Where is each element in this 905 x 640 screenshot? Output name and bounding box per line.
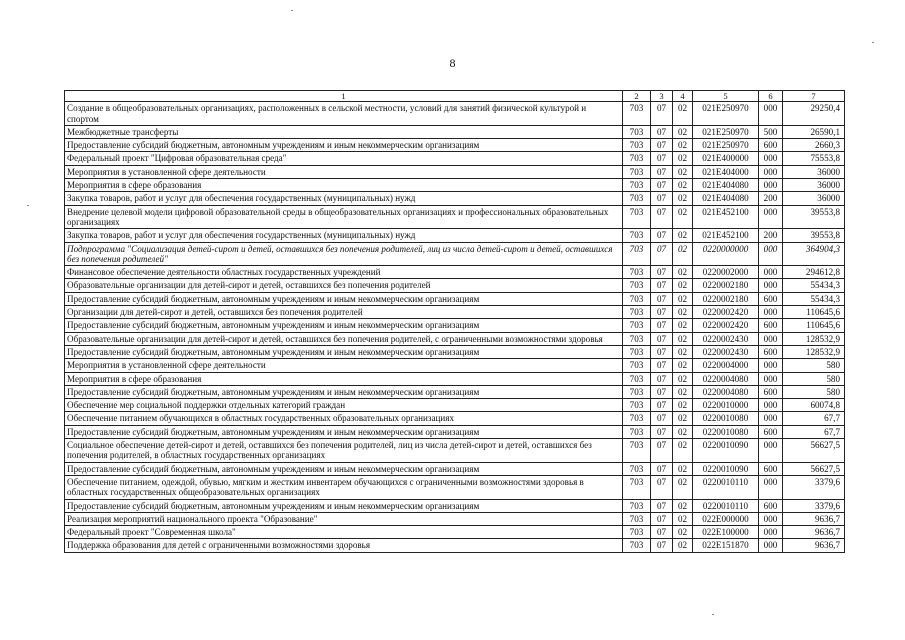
row-col-7: 55434,3 (783, 279, 845, 292)
row-col-6: 000 (759, 102, 783, 126)
row-col-7: 67,7 (783, 425, 845, 438)
row-col-3: 07 (651, 475, 673, 499)
row-col-6: 000 (759, 512, 783, 525)
row-col-3: 07 (651, 439, 673, 463)
row-name: Предоставление субсидий бюджетным, автономным учреждениям и иным некоммерческим организациям (65, 345, 623, 358)
row-col-6: 000 (759, 539, 783, 552)
row-col-6: 000 (759, 412, 783, 425)
row-col-2: 703 (623, 205, 651, 229)
row-col-3: 07 (651, 139, 673, 152)
row-col-2: 703 (623, 372, 651, 385)
table-row (65, 499, 845, 512)
row-name: Закупка товаров, работ и услуг для обеспечения государственных (муниципальных) нужд (65, 192, 623, 205)
row-col-6: 000 (759, 242, 783, 266)
row-col-2: 703 (623, 462, 651, 475)
row-col-5: 022E100000 (693, 526, 759, 539)
row-col-2: 703 (623, 499, 651, 512)
row-col-2: 703 (623, 152, 651, 165)
row-col-5: 021E404080 (693, 179, 759, 192)
row-name: Предоставление субсидий бюджетным, автономным учреждениям и иным некоммерческим организациям (65, 425, 623, 438)
row-col-4: 02 (673, 205, 693, 229)
row-col-5: 0220002000 (693, 266, 759, 279)
row-col-4: 02 (673, 512, 693, 525)
row-col-7: 364904,3 (783, 242, 845, 266)
row-col-5: 021E250970 (693, 125, 759, 138)
budget-table-header (65, 91, 845, 102)
table-row (65, 359, 845, 372)
row-name: Обеспечение питанием, одеждой, обувью, мягким и жестким инвентарем обучающихся с ограниченными возможностями здоровья в областных государственных общеобразовательных организациях (65, 475, 623, 499)
row-name: Организации для детей-сирот и детей, оставшихся без попечения родителей (65, 306, 623, 319)
row-col-6: 000 (759, 439, 783, 463)
row-col-3: 07 (651, 425, 673, 438)
header-col-4: 4 (673, 91, 693, 102)
table-row (65, 332, 845, 345)
row-col-3: 07 (651, 242, 673, 266)
table-row (65, 266, 845, 279)
row-col-5: 0220004080 (693, 372, 759, 385)
table-row (65, 306, 845, 319)
table-row (65, 229, 845, 242)
row-name: Предоставление субсидий бюджетным, автономным учреждениям и иным некоммерческим организациям (65, 139, 623, 152)
table-row (65, 125, 845, 138)
row-col-5: 0220010080 (693, 425, 759, 438)
row-col-7: 67,7 (783, 412, 845, 425)
row-col-6: 000 (759, 359, 783, 372)
header-col-1: 1 (65, 91, 623, 102)
table-row (65, 165, 845, 178)
row-col-3: 07 (651, 512, 673, 525)
row-col-2: 703 (623, 475, 651, 499)
row-col-2: 703 (623, 399, 651, 412)
row-col-4: 02 (673, 242, 693, 266)
row-col-3: 07 (651, 385, 673, 398)
budget-table (64, 90, 845, 553)
row-name: Реализация мероприятий национального проекта "Образование" (65, 512, 623, 525)
row-col-6: 000 (759, 152, 783, 165)
row-name: Федеральный проект "Современная школа" (65, 526, 623, 539)
header-col-6: 6 (759, 91, 783, 102)
table-row (65, 399, 845, 412)
table-row (65, 102, 845, 126)
table-row (65, 319, 845, 332)
row-col-2: 703 (623, 125, 651, 138)
row-col-7: 110645,6 (783, 306, 845, 319)
row-name: Обеспечение мер социальной поддержки отдельных категорий граждан (65, 399, 623, 412)
row-col-7: 39553,8 (783, 229, 845, 242)
row-name: Предоставление субсидий бюджетным, автономным учреждениям и иным некоммерческим организациям (65, 499, 623, 512)
row-col-4: 02 (673, 192, 693, 205)
row-col-5: 021E404080 (693, 192, 759, 205)
row-col-6: 000 (759, 279, 783, 292)
row-col-3: 07 (651, 229, 673, 242)
row-col-2: 703 (623, 319, 651, 332)
table-row (65, 345, 845, 358)
scan-speck (872, 42, 874, 43)
table-row (65, 192, 845, 205)
row-name: Закупка товаров, работ и услуг для обеспечения государственных (муниципальных) нужд (65, 229, 623, 242)
row-name: Поддержка образования для детей с ограниченными возможностями здоровья (65, 539, 623, 552)
row-col-5: 0220002180 (693, 279, 759, 292)
row-col-5: 021E452100 (693, 229, 759, 242)
row-col-4: 02 (673, 102, 693, 126)
row-col-4: 02 (673, 139, 693, 152)
row-col-4: 02 (673, 475, 693, 499)
row-col-4: 02 (673, 412, 693, 425)
row-col-4: 02 (673, 319, 693, 332)
row-col-4: 02 (673, 152, 693, 165)
row-col-5: 021E250970 (693, 102, 759, 126)
header-col-5: 5 (693, 91, 759, 102)
row-col-3: 07 (651, 462, 673, 475)
row-col-2: 703 (623, 139, 651, 152)
row-col-2: 703 (623, 539, 651, 552)
row-col-6: 000 (759, 399, 783, 412)
row-name: Мероприятия в установленной сфере деятельности (65, 359, 623, 372)
row-col-3: 07 (651, 499, 673, 512)
table-row (65, 179, 845, 192)
row-col-2: 703 (623, 192, 651, 205)
row-col-3: 07 (651, 192, 673, 205)
row-col-5: 0220010000 (693, 399, 759, 412)
row-name: Создание в общеобразовательных организациях, расположенных в сельской местности, условий для занятий физической культурой и спортом (65, 102, 623, 126)
row-col-3: 07 (651, 179, 673, 192)
table-row (65, 512, 845, 525)
row-col-5: 021E404000 (693, 165, 759, 178)
row-name: Мероприятия в установленной сфере деятельности (65, 165, 623, 178)
row-col-7: 60074,8 (783, 399, 845, 412)
row-col-5: 0220010080 (693, 412, 759, 425)
scan-speck (712, 614, 714, 615)
table-row (65, 526, 845, 539)
row-col-6: 600 (759, 499, 783, 512)
row-col-3: 07 (651, 266, 673, 279)
row-name: Предоставление субсидий бюджетным, автономным учреждениям и иным некоммерческим организациям (65, 385, 623, 398)
row-col-2: 703 (623, 102, 651, 126)
row-col-7: 9636,7 (783, 512, 845, 525)
table-row (65, 292, 845, 305)
row-col-2: 703 (623, 279, 651, 292)
row-col-4: 02 (673, 439, 693, 463)
row-col-7: 3379,6 (783, 499, 845, 512)
row-col-2: 703 (623, 512, 651, 525)
row-col-4: 02 (673, 372, 693, 385)
row-col-6: 600 (759, 385, 783, 398)
row-col-7: 128532,9 (783, 332, 845, 345)
row-col-3: 07 (651, 165, 673, 178)
row-col-7: 3379,6 (783, 475, 845, 499)
row-col-2: 703 (623, 385, 651, 398)
row-name: Межбюджетные трансферты (65, 125, 623, 138)
table-row (65, 475, 845, 499)
row-col-6: 600 (759, 425, 783, 438)
row-col-7: 75553,8 (783, 152, 845, 165)
row-col-6: 000 (759, 306, 783, 319)
row-col-6: 200 (759, 229, 783, 242)
row-col-2: 703 (623, 229, 651, 242)
row-col-7: 580 (783, 385, 845, 398)
row-col-2: 703 (623, 266, 651, 279)
row-name: Внедрение целевой модели цифровой образовательной среды в общеобразовательных организациях и профессиональных образовательных организациях (65, 205, 623, 229)
row-col-5: 021E452100 (693, 205, 759, 229)
table-row (65, 412, 845, 425)
row-name: Обеспечение питанием обучающихся в областных государственных образовательных организациях (65, 412, 623, 425)
row-col-7: 56627,5 (783, 439, 845, 463)
row-col-7: 128532,9 (783, 345, 845, 358)
row-col-7: 56627,5 (783, 462, 845, 475)
row-col-3: 07 (651, 319, 673, 332)
row-name: Финансовое обеспечение деятельности областных государственных учреждений (65, 266, 623, 279)
row-col-5: 0220010090 (693, 439, 759, 463)
row-col-3: 07 (651, 399, 673, 412)
row-col-6: 000 (759, 332, 783, 345)
row-col-5: 022E151870 (693, 539, 759, 552)
row-col-6: 000 (759, 526, 783, 539)
header-col-2: 2 (623, 91, 651, 102)
row-col-4: 02 (673, 179, 693, 192)
row-col-4: 02 (673, 345, 693, 358)
row-name: Предоставление субсидий бюджетным, автономным учреждениям и иным некоммерческим организациям (65, 319, 623, 332)
row-col-3: 07 (651, 539, 673, 552)
table-row (65, 152, 845, 165)
row-col-7: 29250,4 (783, 102, 845, 126)
row-col-5: 0220002420 (693, 306, 759, 319)
row-col-5: 022E000000 (693, 512, 759, 525)
row-col-3: 07 (651, 332, 673, 345)
row-col-4: 02 (673, 526, 693, 539)
table-row (65, 279, 845, 292)
table-row (65, 385, 845, 398)
row-col-6: 000 (759, 372, 783, 385)
row-col-3: 07 (651, 306, 673, 319)
row-col-6: 200 (759, 192, 783, 205)
header-row (65, 91, 845, 102)
row-col-5: 0220002430 (693, 345, 759, 358)
row-col-3: 07 (651, 412, 673, 425)
row-col-2: 703 (623, 439, 651, 463)
row-col-5: 0220010090 (693, 462, 759, 475)
row-col-4: 02 (673, 399, 693, 412)
table-row (65, 539, 845, 552)
row-col-3: 07 (651, 102, 673, 126)
row-col-5: 0220010110 (693, 475, 759, 499)
row-col-6: 000 (759, 205, 783, 229)
row-col-4: 02 (673, 385, 693, 398)
row-col-2: 703 (623, 359, 651, 372)
row-col-3: 07 (651, 279, 673, 292)
table-row (65, 439, 845, 463)
table-row (65, 205, 845, 229)
table-row (65, 139, 845, 152)
row-col-7: 36000 (783, 192, 845, 205)
row-col-3: 07 (651, 292, 673, 305)
row-col-7: 39553,8 (783, 205, 845, 229)
row-col-4: 02 (673, 306, 693, 319)
row-col-2: 703 (623, 165, 651, 178)
row-col-2: 703 (623, 306, 651, 319)
budget-table-body (65, 102, 845, 552)
row-col-4: 02 (673, 266, 693, 279)
row-col-6: 000 (759, 179, 783, 192)
row-col-4: 02 (673, 279, 693, 292)
header-col-7: 7 (783, 91, 845, 102)
row-col-5: 0220002420 (693, 319, 759, 332)
row-name: Образовательные организации для детей-сирот и детей, оставшихся без попечения родителей, с ограниченными возможностями здоровья (65, 332, 623, 345)
row-col-7: 26590,1 (783, 125, 845, 138)
row-col-7: 9636,7 (783, 526, 845, 539)
row-col-3: 07 (651, 152, 673, 165)
row-col-4: 02 (673, 462, 693, 475)
row-col-7: 9636,7 (783, 539, 845, 552)
row-name: Мероприятия в сфере образования (65, 179, 623, 192)
row-col-4: 02 (673, 165, 693, 178)
row-col-6: 500 (759, 125, 783, 138)
row-col-4: 02 (673, 499, 693, 512)
row-col-6: 000 (759, 266, 783, 279)
row-col-2: 703 (623, 332, 651, 345)
row-col-7: 36000 (783, 165, 845, 178)
row-col-4: 02 (673, 425, 693, 438)
row-col-7: 55434,3 (783, 292, 845, 305)
row-col-7: 36000 (783, 179, 845, 192)
row-col-7: 294612,8 (783, 266, 845, 279)
row-col-2: 703 (623, 179, 651, 192)
row-name: Социальное обеспечение детей-сирот и детей, оставшихся без попечения родителей, лиц из числа детей-сирот и детей, оставшихся без попечения родителей, в областных государственных организациях (65, 439, 623, 463)
row-col-5: 021E400000 (693, 152, 759, 165)
row-col-6: 000 (759, 165, 783, 178)
row-col-6: 000 (759, 475, 783, 499)
row-col-6: 600 (759, 345, 783, 358)
row-col-5: 0220004000 (693, 359, 759, 372)
row-col-5: 0220002430 (693, 332, 759, 345)
row-col-3: 07 (651, 526, 673, 539)
table-row (65, 425, 845, 438)
row-col-4: 02 (673, 359, 693, 372)
row-col-3: 07 (651, 359, 673, 372)
row-col-5: 0220010110 (693, 499, 759, 512)
row-col-5: 0220000000 (693, 242, 759, 266)
row-col-7: 580 (783, 372, 845, 385)
row-name: Подпрограмма "Социализация детей-сирот и детей, оставшихся без попечения родителей, лиц из числа детей-сирот и детей, оставшихся без попечения родителей" (65, 242, 623, 266)
scan-speck (27, 205, 29, 206)
row-col-3: 07 (651, 205, 673, 229)
row-col-3: 07 (651, 345, 673, 358)
table-row (65, 242, 845, 266)
row-col-6: 600 (759, 319, 783, 332)
row-col-6: 600 (759, 462, 783, 475)
row-name: Предоставление субсидий бюджетным, автономным учреждениям и иным некоммерческим организациям (65, 462, 623, 475)
row-col-4: 02 (673, 292, 693, 305)
row-col-5: 0220004080 (693, 385, 759, 398)
row-name: Мероприятия в сфере образования (65, 372, 623, 385)
row-col-2: 703 (623, 412, 651, 425)
row-col-2: 703 (623, 526, 651, 539)
row-col-5: 021E250970 (693, 139, 759, 152)
table-row (65, 462, 845, 475)
row-col-7: 2660,3 (783, 139, 845, 152)
scan-speck (291, 10, 293, 11)
row-col-4: 02 (673, 229, 693, 242)
row-col-2: 703 (623, 425, 651, 438)
row-col-2: 703 (623, 292, 651, 305)
row-name: Образовательные организации для детей-сирот и детей, оставшихся без попечения родителей (65, 279, 623, 292)
row-col-7: 580 (783, 359, 845, 372)
row-col-4: 02 (673, 332, 693, 345)
row-col-6: 600 (759, 139, 783, 152)
row-col-2: 703 (623, 345, 651, 358)
page-number: 8 (449, 56, 456, 70)
row-col-4: 02 (673, 125, 693, 138)
row-col-4: 02 (673, 539, 693, 552)
row-name: Предоставление субсидий бюджетным, автономным учреждениям и иным некоммерческим организациям (65, 292, 623, 305)
row-col-2: 703 (623, 242, 651, 266)
row-col-7: 110645,6 (783, 319, 845, 332)
row-name: Федеральный проект "Цифровая образовательная среда" (65, 152, 623, 165)
row-col-5: 0220002180 (693, 292, 759, 305)
row-col-3: 07 (651, 372, 673, 385)
table-row (65, 372, 845, 385)
row-col-3: 07 (651, 125, 673, 138)
header-col-3: 3 (651, 91, 673, 102)
row-col-6: 600 (759, 292, 783, 305)
